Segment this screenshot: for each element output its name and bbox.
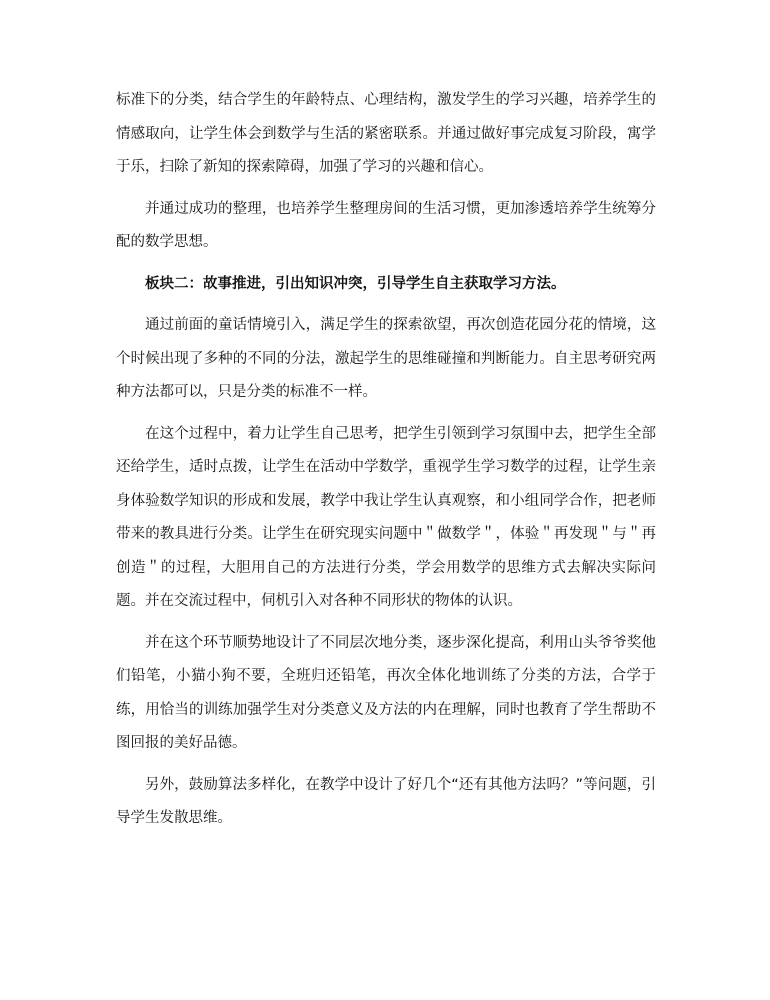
paragraph-organizing-habit: 并通过成功的整理，也培养学生整理房间的生活习惯，更加渗透培养学生统筹分配的数学思想。 [116, 200, 656, 250]
paragraph-student-thinking: 在这个过程中，着力让学生自己思考，把学生引领到学习氛围中去，把学生全部还给学生，适时点拨，让学生在活动中学数学，重视学生学习数学的过程，让学生亲身体验数学知识的形成和发展，教学中我让学生认真观察，和小组同学合作，把老师带来的教具进行分类。让学生在研究现实问题中＂做数学＂，体验＂再发现＂与＂再创造＂的过程，大胆用自己的方法进行分类，学会用数学的思维方式去解决实际问题。并在交流过程中，伺机引入对各种不同形状的物体的认识。 [116, 425, 656, 609]
paragraph-layered-classification: 并在这个环节顺势地设计了不同层次地分类，逐步深化提高，利用山头爷爷奖他们铅笔，小猫小狗不要，全班归还铅笔，再次全体化地训练了分类的方法，合学于练，用恰当的训练加强学生对分类意义及方法的内在理解，同时也教育了学生帮助不图回报的美好品德。 [116, 634, 656, 751]
paragraph-continuation: 标准下的分类，结合学生的年龄特点、心理结构，激发学生的学习兴趣，培养学生的情感取向，让学生体会到数学与生活的紧密联系。并通过做好事完成复习阶段，寓学于乐，扫除了新知的探索障碍，加强了学习的兴趣和信心。 [116, 92, 656, 175]
paragraph-diverse-methods: 另外，鼓励算法多样化，在教学中设计了好几个“还有其他方法吗？”等问题，引导学生发散思维。 [116, 776, 656, 826]
document-body [116, 84, 656, 844]
section-heading-block-two: 板块二：故事推进，引出知识冲突，引导学生自主获取学习方法。 [145, 275, 566, 292]
paragraph-fairy-tale-scene: 通过前面的童话情境引入，满足学生的探索欲望，再次创造花园分花的情境，这个时候出现了多种的不同的分法，激起学生的思维碰撞和判断能力。自主思考研究两种方法都可以，只是分类的标准不一样。 [116, 317, 656, 400]
